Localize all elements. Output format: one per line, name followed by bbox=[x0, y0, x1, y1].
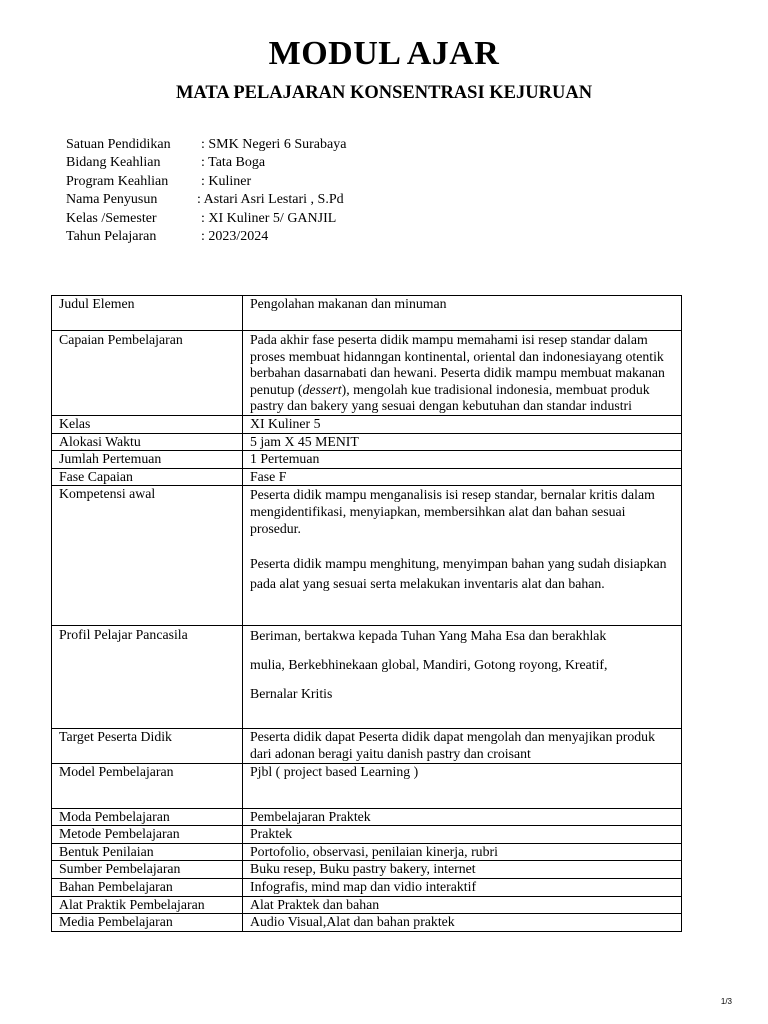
row-label: Profil Pelajar Pancasila bbox=[52, 626, 243, 729]
row-label: Moda Pembelajaran bbox=[52, 808, 243, 826]
row-value: Praktek bbox=[243, 826, 682, 844]
row-value: Infografis, mind map dan vidio interaktif bbox=[243, 878, 682, 896]
row-label: Media Pembelajaran bbox=[52, 914, 243, 932]
info-value: : 2023/2024 bbox=[201, 228, 269, 244]
info-value: : SMK Negeri 6 Surabaya bbox=[201, 137, 347, 152]
kompetensi-paragraph-1: Peserta didik mampu menganalisis isi resep standar, bernalar kritis dalam mengidentifikasi, menyiapkan, membersihkan alat dan bahan sesuai prosedur. bbox=[250, 487, 655, 537]
table-row-kelas bbox=[52, 415, 682, 433]
profil-line: Beriman, bertakwa kepada Tuhan Yang Maha Esa dan berakhlak bbox=[250, 628, 607, 644]
capaian-text-after: ), mengolah kue tradisional indonesia, membuat produk pastry dan bakery yang sesuai dengan kebutuhan dan standar industri bbox=[250, 381, 650, 414]
profil-line: Bernalar Kritis bbox=[250, 686, 333, 702]
row-value bbox=[243, 626, 682, 729]
row-label: Bentuk Penilaian bbox=[52, 843, 243, 861]
row-value: XI Kuliner 5 bbox=[243, 415, 682, 433]
row-label: Kelas bbox=[52, 415, 243, 433]
row-label: Fase Capaian bbox=[52, 468, 243, 486]
info-label: Kelas /Semester bbox=[66, 210, 157, 226]
table-row-model bbox=[52, 763, 682, 808]
info-label: Satuan Pendidikan bbox=[66, 137, 171, 152]
info-label: Tahun Pelajaran bbox=[66, 228, 157, 244]
table-row-alat bbox=[52, 896, 682, 914]
row-value: 1 Pertemuan bbox=[243, 451, 682, 469]
info-value: : XI Kuliner 5/ GANJIL bbox=[201, 210, 337, 226]
row-value: Pengolahan makanan dan minuman bbox=[243, 296, 682, 331]
row-label: Judul Elemen bbox=[52, 296, 243, 331]
row-value: Pembelajaran Praktek bbox=[243, 808, 682, 826]
row-label: Alat Praktik Pembelajaran bbox=[52, 896, 243, 914]
module-table bbox=[51, 295, 682, 932]
info-label: Bidang Keahlian bbox=[66, 155, 161, 171]
row-label: Metode Pembelajaran bbox=[52, 826, 243, 844]
kompetensi-paragraph-2: Peserta didik mampu menghitung, menyimpan bahan yang sudah disiapkan pada alat yang sesuai serta melakukan inventaris alat dan bahan. bbox=[250, 556, 667, 592]
profil-line: mulia, Berkebhinekaan global, Mandiri, Gotong royong, Kreatif, bbox=[250, 657, 608, 673]
table-row-bahan bbox=[52, 878, 682, 896]
page-number: 1/3 bbox=[720, 997, 732, 1006]
row-value: Portofolio, observasi, penilaian kinerja, rubri bbox=[243, 843, 682, 861]
row-value: Audio Visual,Alat dan bahan praktek bbox=[243, 914, 682, 932]
capaian-text-before: Pada akhir fase peserta didik mampu memahami isi resep standar dalam proses membuat hidanngan kontinental, oriental dan indonesiayang otentik berbahan dasarnabati dan hewani. Peserta didik mampu membuat makanan penutup ( bbox=[250, 332, 665, 397]
table-row-fase bbox=[52, 468, 682, 486]
row-label: Bahan Pembelajaran bbox=[52, 878, 243, 896]
row-label: Alokasi Waktu bbox=[52, 433, 243, 451]
table-row-media bbox=[52, 914, 682, 932]
info-value: : Tata Boga bbox=[201, 155, 266, 171]
table-row-jumlah bbox=[52, 451, 682, 469]
row-label: Capaian Pembelajaran bbox=[52, 331, 243, 416]
table-row-profil bbox=[52, 626, 682, 729]
row-value: 5 jam X 45 MENIT bbox=[243, 433, 682, 451]
row-value: Pjbl ( project based Learning ) bbox=[243, 763, 682, 808]
table-row-judul-elemen bbox=[52, 296, 682, 331]
table-row-bentuk bbox=[52, 843, 682, 861]
row-label: Sumber Pembelajaran bbox=[52, 861, 243, 879]
row-label: Jumlah Pertemuan bbox=[52, 451, 243, 469]
row-value: Alat Praktek dan bahan bbox=[243, 896, 682, 914]
row-label: Kompetensi awal bbox=[52, 486, 243, 626]
row-value: Peserta didik dapat Peserta didik dapat mengolah dan menyajikan produk dari adonan beragi yaitu danish pastry dan croisant bbox=[243, 729, 682, 763]
document-title: MODUL AJAR bbox=[268, 35, 500, 72]
info-value: : Kuliner bbox=[201, 173, 252, 189]
document-subtitle: MATA PELAJARAN KONSENTRASI KEJURUAN bbox=[175, 83, 593, 103]
info-label: Program Keahlian bbox=[66, 173, 169, 189]
table-row-metode bbox=[52, 826, 682, 844]
row-label: Model Pembelajaran bbox=[52, 763, 243, 808]
info-value: : Astari Asri Lestari , S.Pd bbox=[197, 192, 344, 208]
info-label: Nama Penyusun bbox=[66, 192, 158, 208]
table-row-moda bbox=[52, 808, 682, 826]
table-row-alokasi bbox=[52, 433, 682, 451]
table-row-kompetensi bbox=[52, 486, 682, 626]
table-row-target bbox=[52, 729, 682, 763]
row-value bbox=[243, 486, 682, 626]
row-label: Target Peserta Didik bbox=[52, 729, 243, 763]
table-row-sumber bbox=[52, 861, 682, 879]
row-value: Buku resep, Buku pastry bakery, internet bbox=[243, 861, 682, 879]
row-value: Fase F bbox=[243, 468, 682, 486]
row-value bbox=[243, 331, 682, 416]
capaian-text-italic: dessert bbox=[302, 381, 342, 397]
table-row-capaian bbox=[52, 331, 682, 416]
